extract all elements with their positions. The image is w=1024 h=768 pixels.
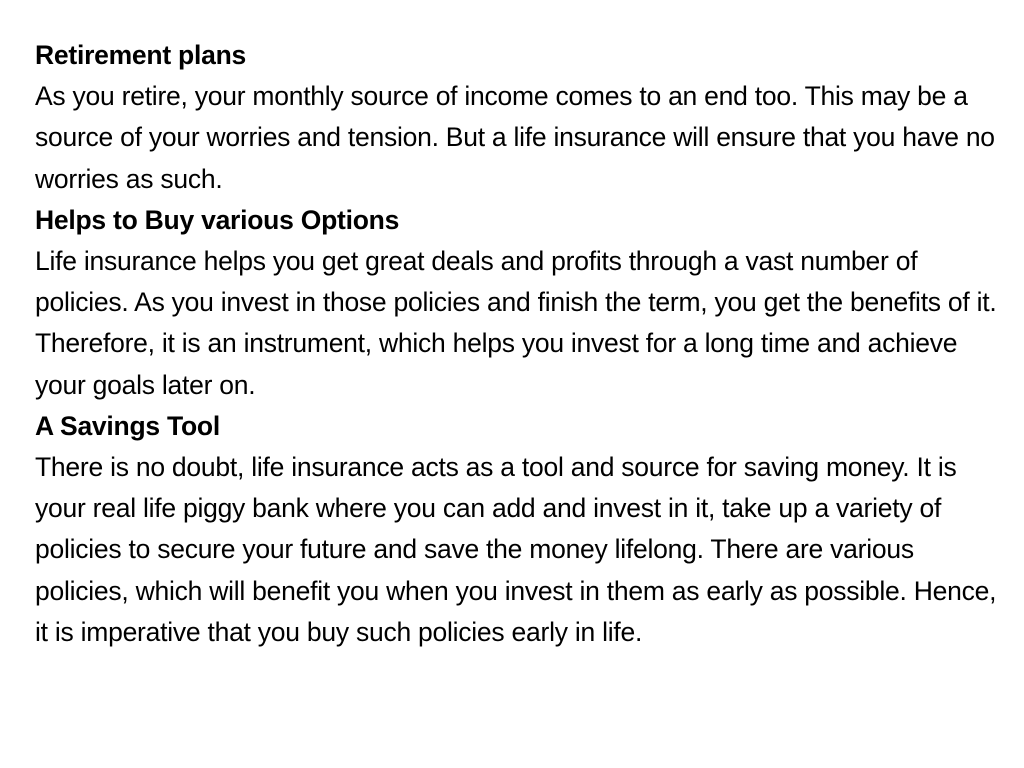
section-body: As you retire, your monthly source of income comes to an end too. This may be a source of your worries and tension. But a life insurance will ensure that you have no worries as such. [35, 81, 995, 194]
section-helps-to-buy [35, 200, 1005, 406]
slide-content [35, 35, 1005, 653]
section-retirement-plans [35, 35, 1005, 200]
section-heading: Retirement plans [35, 40, 247, 70]
section-heading: Helps to Buy various Options [35, 204, 400, 235]
section-body: There is no doubt, life insurance acts as a tool and source for saving money. It is your real life piggy bank where you can add and invest in it, take up a variety of policies to secure your future and save the money lifelong. There are various policies, which will benefit you when you invest in them as early as possible. Hence, it is imperative that you buy such policies early in life. [35, 452, 997, 647]
section-body: Life insurance helps you get great deals and profits through a vast number of policies. As you invest in those policies and finish the term, you get the benefits of it. Therefore, it is an instrument, which helps you invest for a long time and achieve your goals later on. [35, 246, 997, 400]
section-heading: A Savings Tool [35, 410, 220, 441]
section-savings-tool [35, 406, 1005, 653]
